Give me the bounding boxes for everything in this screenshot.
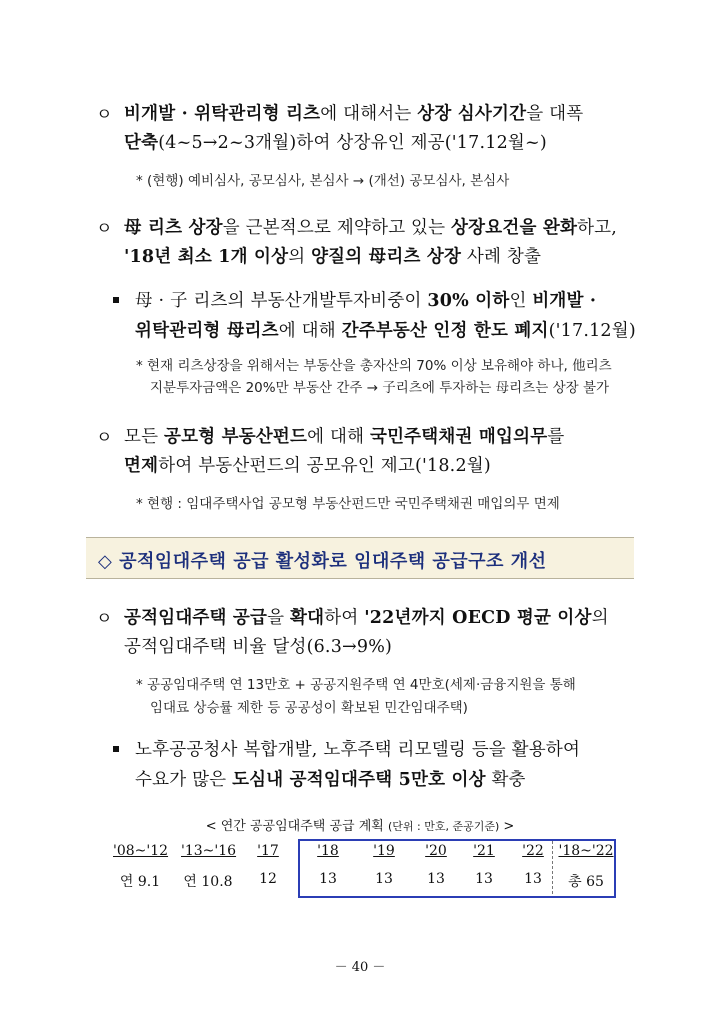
item1-line1: 비개발 · 위탁관리형 리츠에 대해서는 상장 심사기간을 대폭: [124, 104, 584, 124]
table-value-cell: 13: [524, 871, 542, 887]
table-header-cell: '21: [473, 843, 495, 859]
table-header-cell: '22: [522, 843, 544, 859]
sub2-line1: 母 · 子 리츠의 부동산개발투자비중이 30% 이하인 비개발 ·: [135, 291, 597, 311]
table-value-cell: 13: [319, 871, 337, 887]
table-value-cell: 연 9.1: [119, 874, 161, 890]
table-header-cell: '18~'22: [558, 843, 614, 859]
item2-line1: 母 리츠 상장을 근본적으로 제약하고 있는 상장요건을 완화하고,: [124, 218, 618, 238]
square-bullet: [113, 297, 119, 303]
table-value-cell: 13: [375, 871, 393, 887]
section-banner: [86, 537, 634, 579]
sub2-note1: * 현재 리츠상장을 위해서는 부동산을 총자산의 70% 이상 보유해야 하나, 他리츠: [136, 358, 612, 374]
s2-sub1-line2: 수요가 많은 도심내 공적임대주택 5만호 이상 확충: [135, 770, 526, 790]
table-caption: < 연간 공공임대주택 공급 계획 (단위 : 만호, 준공기준) >: [205, 819, 515, 834]
s2-sub1-line1: 노후공공청사 복합개발, 노후주택 리모델링 등을 활용하여: [135, 740, 581, 760]
table-header-cell: '19: [373, 843, 395, 859]
table-header-cell: '20: [425, 843, 447, 859]
table-header-cell: '17: [257, 843, 279, 859]
table-header-cell: '08~'12: [113, 843, 169, 859]
s2-item1-note2: 임대료 상승률 제한 등 공공성이 확보된 민간임대주택): [150, 700, 468, 716]
table-header-cell: '18: [317, 843, 339, 859]
circle-bullet: ㅇ: [96, 219, 113, 239]
item3-note: * 현행 : 임대주택사업 공모형 부동산펀드만 국민주택채권 매입의무 면제: [136, 496, 560, 512]
page-number: － 40 －: [334, 960, 386, 975]
circle-bullet: ㅇ: [96, 105, 113, 125]
s2-item1-line1: 공적임대주택 공급을 확대하여 '22년까지 OECD 평균 이상의: [124, 608, 609, 628]
table-value-cell: 총 65: [568, 874, 604, 890]
item2-line2: '18년 최소 1개 이상의 양질의 母리츠 상장 사례 창출: [124, 247, 542, 267]
item3-line2: 면제하여 부동산펀드의 공모유인 제고('18.2월): [124, 456, 491, 476]
circle-bullet: ㅇ: [96, 428, 113, 448]
square-bullet: [113, 746, 119, 752]
item1-note: * (현행) 예비심사, 공모심사, 본심사 → (개선) 공모심사, 본심사: [136, 173, 510, 189]
table-value-cell: 12: [259, 871, 277, 887]
sub2-line2: 위탁관리형 母리츠에 대해 간주부동산 인정 한도 폐지('17.12월): [135, 321, 636, 341]
table-value-cell: 13: [475, 871, 493, 887]
banner-title: ◇ 공적임대주택 공급 활성화로 임대주택 공급구조 개선: [98, 551, 547, 572]
s2-item1-note1: * 공공임대주택 연 13만호 + 공공지원주택 연 4만호(세제·금융지원을 통해: [136, 677, 576, 693]
table-value-cell: 연 10.8: [183, 874, 233, 890]
sub2-note2: 지분투자금액은 20%만 부동산 간주 → 子리츠에 투자하는 母리츠는 상장 불가: [150, 380, 610, 396]
s2-item1-line2: 공적임대주택 비율 달성(6.3→9%): [124, 637, 393, 657]
table-header-cell: '13~'16: [181, 843, 237, 859]
item3-line1: 모든 공모형 부동산펀드에 대해 국민주택채권 매입의무를: [124, 427, 565, 447]
item1-line2: 단축(4~5→2~3개월)하여 상장유인 제공('17.12월~): [124, 133, 547, 153]
table-value-cell: 13: [427, 871, 445, 887]
circle-bullet: ㅇ: [96, 609, 113, 629]
